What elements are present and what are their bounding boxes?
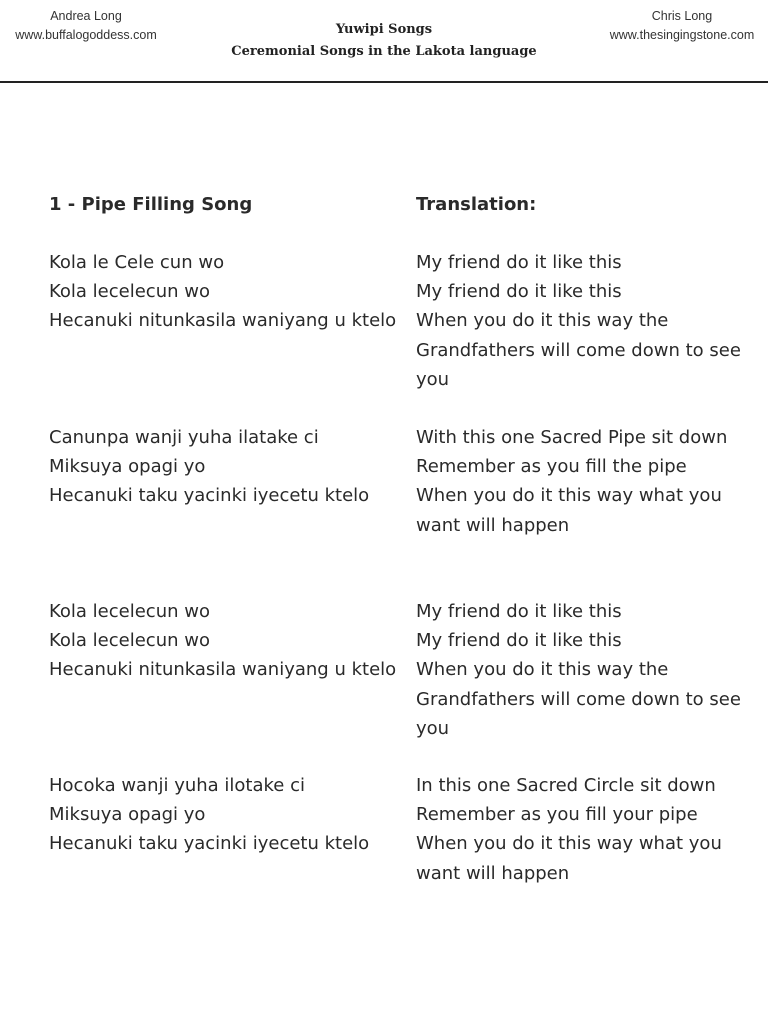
lakota-stanza-4 xyxy=(49,771,399,859)
lyric-line: Hecanuki nitunkasila waniyang u ktelo xyxy=(49,659,397,681)
lyric-line: Kola le Cele cun wo xyxy=(49,252,225,273)
header-divider xyxy=(0,81,768,83)
lakota-stanza-1 xyxy=(49,248,399,336)
author-website-right: www.thesingingstone.com xyxy=(609,28,755,42)
lyric-line: Hecanuki nitunkasila waniyang u ktelo xyxy=(49,310,397,332)
lyric-line: Kola lecelecun wo xyxy=(49,630,210,652)
lyric-line: Kola lecelecun wo xyxy=(49,601,210,622)
header-left-credit xyxy=(8,7,164,45)
song-title: 1 - Pipe Filling Song xyxy=(49,194,253,215)
translation-stanza-1 xyxy=(416,248,746,394)
translation-line: When you do it this way the Grandfathers will come down to see you xyxy=(416,310,741,390)
document-header xyxy=(184,19,584,63)
lyric-line: Miksuya opagi yo xyxy=(49,804,206,826)
lyric-line: Hocoka wanji yuha ilotake ci xyxy=(49,775,305,796)
header-right-credit xyxy=(604,7,760,45)
lakota-stanza-2 xyxy=(49,423,399,511)
document-subtitle: Ceremonial Songs in the Lakota language xyxy=(231,44,537,59)
translation-line: When you do it this way the Grandfathers will come down to see you xyxy=(416,659,741,739)
translation-line: In this one Sacred Circle sit down xyxy=(416,775,716,796)
lakota-stanza-3 xyxy=(49,597,399,685)
author-website-left: www.buffalogoddess.com xyxy=(15,28,157,42)
translation-line: Remember as you fill your pipe xyxy=(416,804,698,826)
lyric-line: Hecanuki taku yacinki iyecetu ktelo xyxy=(49,833,370,855)
author-name-right: Chris Long xyxy=(651,9,713,23)
lyric-line: Canunpa wanji yuha ilatake ci xyxy=(49,427,319,448)
lyric-line: Hecanuki taku yacinki iyecetu ktelo xyxy=(49,485,370,507)
translation-line: My friend do it like this xyxy=(416,601,622,622)
translation-line: With this one Sacred Pipe sit down xyxy=(416,427,728,448)
translation-heading: Translation: xyxy=(416,194,537,215)
translation-stanza-3 xyxy=(416,597,746,743)
document-title: Yuwipi Songs xyxy=(335,22,433,37)
translation-line: When you do it this way what you want will happen xyxy=(416,833,722,884)
translation-line: My friend do it like this xyxy=(416,281,622,303)
lyric-line: Miksuya opagi yo xyxy=(49,456,206,478)
translation-line: Remember as you fill the pipe xyxy=(416,456,687,478)
translation-line: When you do it this way what you want will happen xyxy=(416,485,722,536)
author-name-left: Andrea Long xyxy=(50,9,122,23)
translation-stanza-4 xyxy=(416,771,746,888)
translation-line: My friend do it like this xyxy=(416,252,622,273)
lyric-line: Kola lecelecun wo xyxy=(49,281,210,303)
translation-stanza-2 xyxy=(416,423,746,540)
translation-line: My friend do it like this xyxy=(416,630,622,652)
